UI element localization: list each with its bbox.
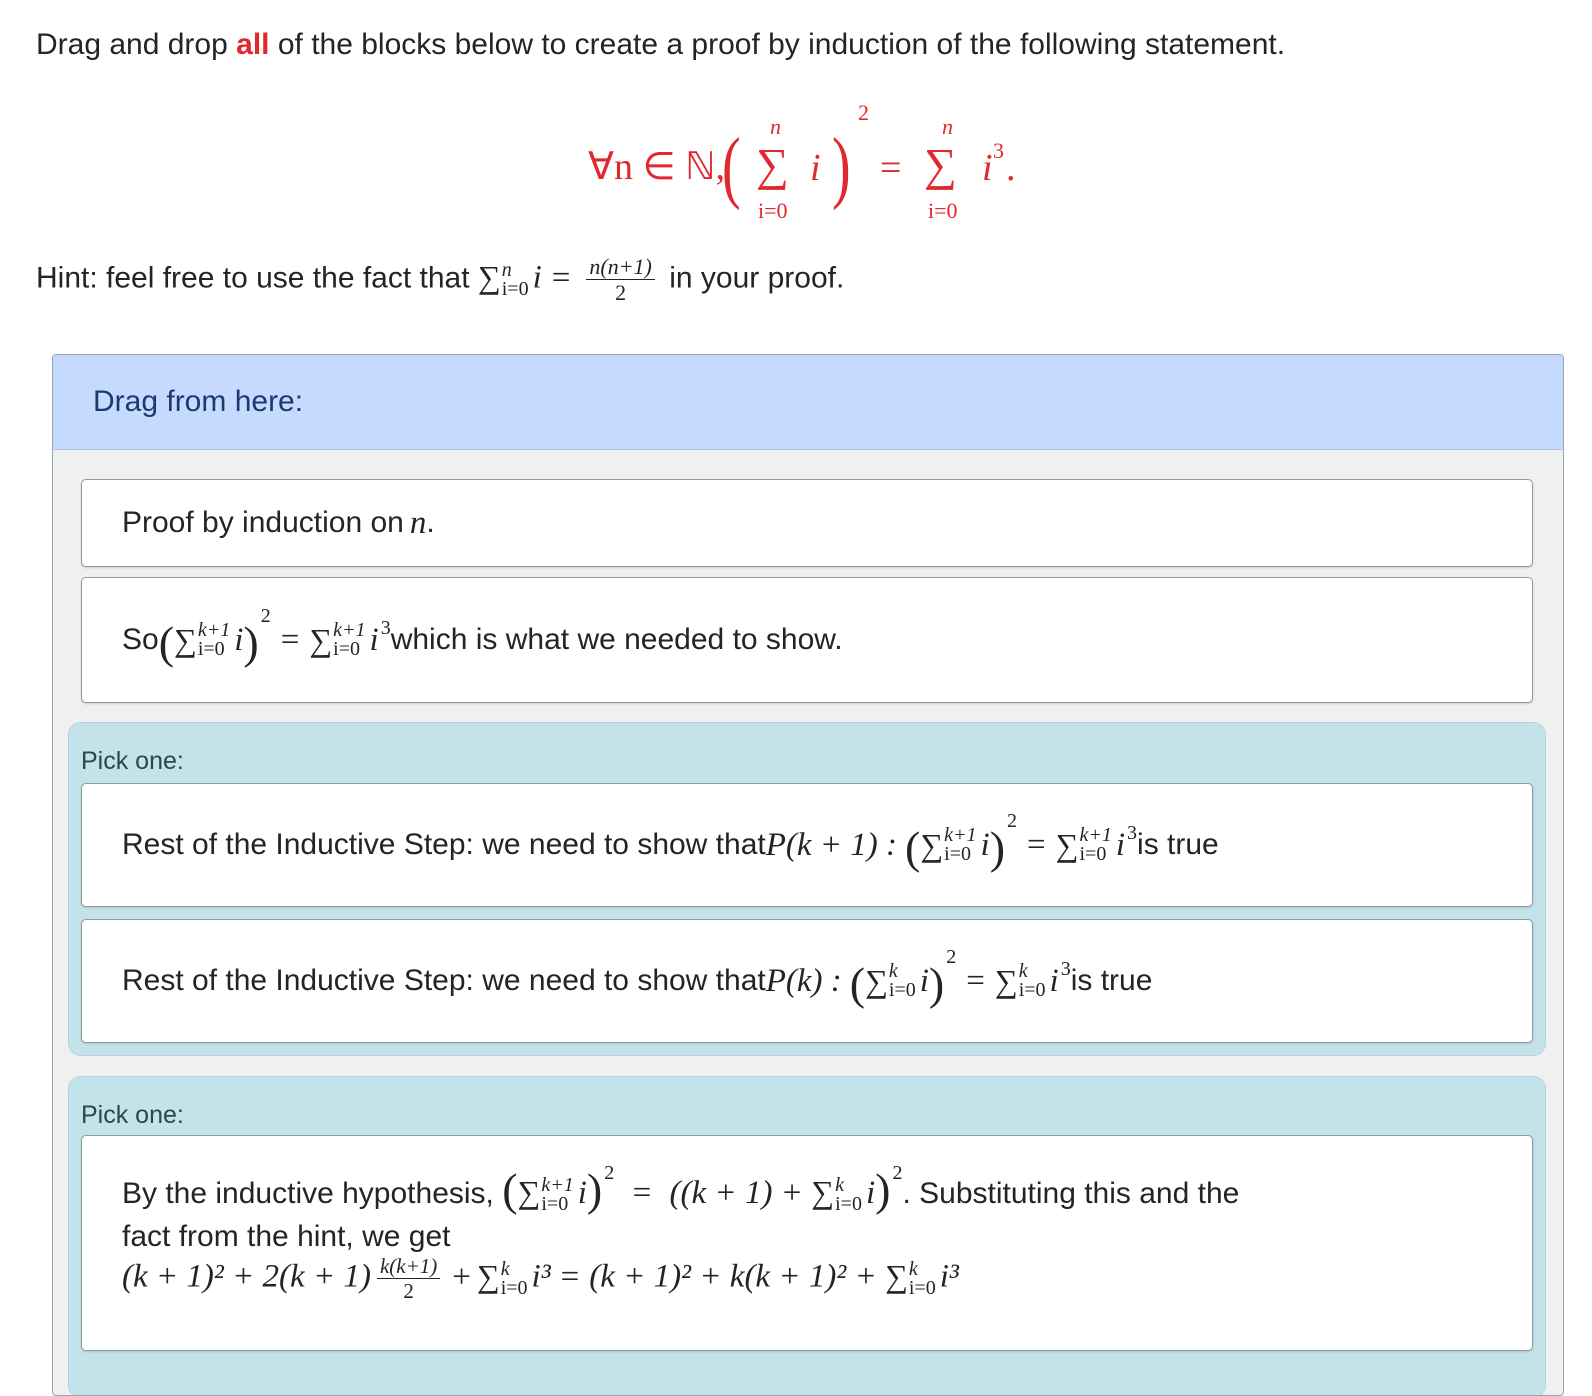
g1b-right-lower: i=0 — [1018, 979, 1046, 1001]
hint-frac-den: 2 — [615, 280, 627, 306]
g2a-mid-lower: i=0 — [835, 1193, 862, 1216]
hint-limits — [501, 258, 529, 300]
g2a-l3-lower: i=0 — [500, 1276, 528, 1299]
g2a-l3-sigma: ∑ — [476, 1257, 500, 1294]
statement-left-term: i — [810, 147, 821, 189]
g2a-l3-upper2: k — [908, 1257, 918, 1280]
block2-suffix: which is what we needed to show. — [390, 623, 843, 656]
block2-right-upper: k+1 — [333, 619, 366, 641]
g2a-limits — [541, 1176, 573, 1214]
g2a-l3-term2: i³ — [939, 1258, 959, 1295]
g1a-right-exp: 3 — [1127, 821, 1138, 844]
statement-left-sigma: ∑ — [756, 139, 789, 190]
g1b-exp: 2 — [946, 945, 957, 968]
block2-right-sigma: ∑ — [309, 621, 333, 658]
g2a-l3-c: (k + 1)² + k(k + 1)² + — [589, 1258, 877, 1295]
g1a-upper: k+1 — [944, 824, 977, 846]
hint-equals: = — [551, 259, 571, 296]
g2a-l3-eq: = — [560, 1258, 580, 1295]
block1-end: . — [426, 506, 435, 539]
block2-equals: = — [280, 621, 300, 658]
g2a-upper: k+1 — [541, 1174, 574, 1197]
g1a-right-sigma: ∑ — [1055, 826, 1079, 863]
statement-right-exp: 3 — [993, 138, 1004, 163]
theorem-statement — [588, 100, 1048, 226]
g1a-sigma: ∑ — [920, 826, 944, 863]
g1b-pred: P(k) : — [765, 962, 842, 999]
g2a-mid-upper: k — [835, 1174, 844, 1197]
g2a-line3 — [122, 1255, 1532, 1302]
block2-right-term: i — [369, 621, 379, 658]
g2a-mid-exp: 2 — [892, 1162, 903, 1184]
g1b-suffix: is true — [1070, 964, 1153, 997]
question-prompt — [36, 28, 1285, 62]
option-inductive-step-k-plus-1[interactable] — [81, 783, 1533, 907]
block2-exp: 2 — [260, 604, 271, 627]
g1b-right-term: i — [1049, 962, 1059, 999]
statement-close-paren: ) — [832, 123, 851, 211]
hint-sigma: ∑ — [477, 258, 501, 295]
pick-one-group-2 — [69, 1077, 1545, 1396]
g1b-text: Rest of the Inductive Step: we need to show that — [122, 964, 766, 997]
g2a-prefix: By the inductive hypothesis, — [122, 1177, 503, 1210]
g1b-open-paren: ( — [849, 957, 866, 1009]
g2a-l3-sigma2: ∑ — [885, 1257, 908, 1294]
g1a-pred: P(k + 1) : — [765, 826, 898, 863]
statement-right-lower: i=0 — [928, 198, 958, 223]
block2-limits — [198, 621, 230, 659]
hint-frac-num: n(n+1) — [586, 255, 655, 280]
g2a-l3-a: (k + 1)² + 2(k + 1) — [122, 1258, 371, 1295]
statement-period: . — [1006, 147, 1016, 189]
g2a-mid-close-paren: ) — [875, 1164, 891, 1215]
block2-right-exp: 3 — [380, 616, 391, 639]
g2a-close-paren: ) — [586, 1164, 603, 1215]
g2a-suffix: . Substituting this and the — [902, 1177, 1240, 1210]
g1a-open-paren: ( — [905, 821, 921, 873]
hint-before: Hint: feel free to use the fact that — [36, 261, 478, 295]
hint-term: i — [532, 259, 542, 296]
g2a-l3-frac — [377, 1255, 440, 1302]
g1a-suffix: is true — [1137, 828, 1219, 861]
g1a-right-limits — [1079, 826, 1111, 864]
g1a-equals: = — [1027, 826, 1046, 863]
statement-right-upper: n — [942, 114, 953, 139]
block2-right-lower: i=0 — [333, 638, 360, 660]
g1a-text: Rest of the Inductive Step: we need to show that — [122, 828, 766, 861]
drag-source-panel — [52, 354, 1564, 1396]
block2-lower: i=0 — [197, 638, 225, 660]
block2-prefix: So — [122, 623, 159, 656]
statement-exponent: 2 — [858, 100, 869, 125]
block2-right-limits — [333, 621, 365, 659]
g2a-line2: fact from the hint, we get — [122, 1220, 451, 1254]
g2a-lower: i=0 — [541, 1193, 569, 1216]
statement-open-paren: ( — [722, 123, 741, 211]
panel-header: Drag from here: — [53, 355, 1563, 450]
statement-left-upper: n — [770, 114, 781, 139]
block1-var: n — [409, 504, 427, 541]
g1b-limits — [889, 962, 916, 1000]
g2a-l3-plus: + — [452, 1258, 471, 1295]
hint-lower: i=0 — [501, 277, 529, 300]
option-inductive-hypothesis[interactable] — [81, 1135, 1533, 1351]
g2a-l3-limits — [500, 1257, 528, 1299]
g1b-right-sigma: ∑ — [994, 962, 1018, 999]
block2-open-paren: ( — [158, 616, 175, 668]
g2a-mid-term: i — [865, 1175, 876, 1211]
block2-close-paren: ) — [243, 616, 259, 668]
block2-upper: k+1 — [197, 619, 231, 641]
g2a-mid-sigma: ∑ — [811, 1174, 835, 1210]
statement-quantifier: ∀n ∈ ℕ, — [588, 146, 726, 188]
g1a-right-lower: i=0 — [1079, 843, 1107, 865]
g2a-l3-frac-num: k(k+1) — [377, 1255, 440, 1279]
g1a-right-upper: k+1 — [1079, 824, 1112, 846]
g1b-right-limits — [1019, 962, 1046, 1000]
g2a-exp: 2 — [604, 1162, 615, 1184]
g2a-term: i — [577, 1175, 587, 1211]
g2a-l3-upper: k — [500, 1257, 510, 1280]
g2a-equals: = — [632, 1175, 652, 1211]
g2a-sigma: ∑ — [517, 1174, 541, 1210]
statement-left-lower: i=0 — [758, 198, 788, 223]
g1a-term: i — [980, 826, 990, 863]
g2a-l3-limits2 — [908, 1257, 936, 1299]
group2-label: Pick one: — [81, 1101, 184, 1129]
hint-text — [36, 255, 844, 304]
g1b-right-upper: k — [1018, 960, 1028, 982]
g1b-term: i — [919, 962, 929, 999]
pick-one-group-1 — [69, 723, 1545, 1055]
hint-fraction — [586, 255, 655, 304]
g2a-l3-frac-den: 2 — [403, 1279, 414, 1304]
block2-term: i — [234, 621, 244, 658]
statement-equals: = — [880, 147, 902, 189]
g2a-l3-lower2: i=0 — [908, 1276, 936, 1299]
statement-right-sigma: ∑ — [924, 139, 957, 190]
block1-text: Proof by induction on — [122, 506, 404, 539]
g1a-close-paren: ) — [989, 821, 1006, 873]
option-inductive-step-k[interactable] — [81, 919, 1533, 1043]
g1a-limits — [944, 826, 976, 864]
block-proof-by-induction[interactable] — [81, 479, 1533, 567]
hint-upper: n — [501, 258, 512, 281]
g1b-close-paren: ) — [928, 957, 945, 1009]
g1b-lower: i=0 — [888, 979, 916, 1001]
g2a-mid-limits — [835, 1176, 862, 1214]
g2a-line1 — [122, 1160, 1532, 1215]
group1-label: Pick one: — [81, 747, 184, 775]
prompt-before: Drag and drop — [36, 28, 237, 61]
statement-right-term: i — [982, 147, 993, 189]
g1a-right-term: i — [1115, 826, 1126, 863]
block2-sigma: ∑ — [174, 621, 197, 658]
prompt-after: of the blocks below to create a proof by induction of the following statement. — [269, 28, 1286, 61]
g1b-upper: k — [888, 960, 898, 982]
hint-after: in your proof. — [660, 261, 845, 295]
g2a-open-paren: ( — [502, 1164, 518, 1215]
g2a-mid-open: ((k + 1) + — [669, 1175, 803, 1211]
g1b-equals: = — [966, 962, 985, 999]
g1b-right-exp: 3 — [1060, 957, 1071, 980]
g2a-l3-term: i³ — [531, 1258, 551, 1295]
block-conclusion[interactable] — [81, 577, 1533, 703]
prompt-emphasis: all — [236, 28, 270, 61]
g1b-sigma: ∑ — [865, 962, 888, 999]
g1a-exp: 2 — [1007, 809, 1018, 832]
g1a-lower: i=0 — [944, 843, 972, 865]
